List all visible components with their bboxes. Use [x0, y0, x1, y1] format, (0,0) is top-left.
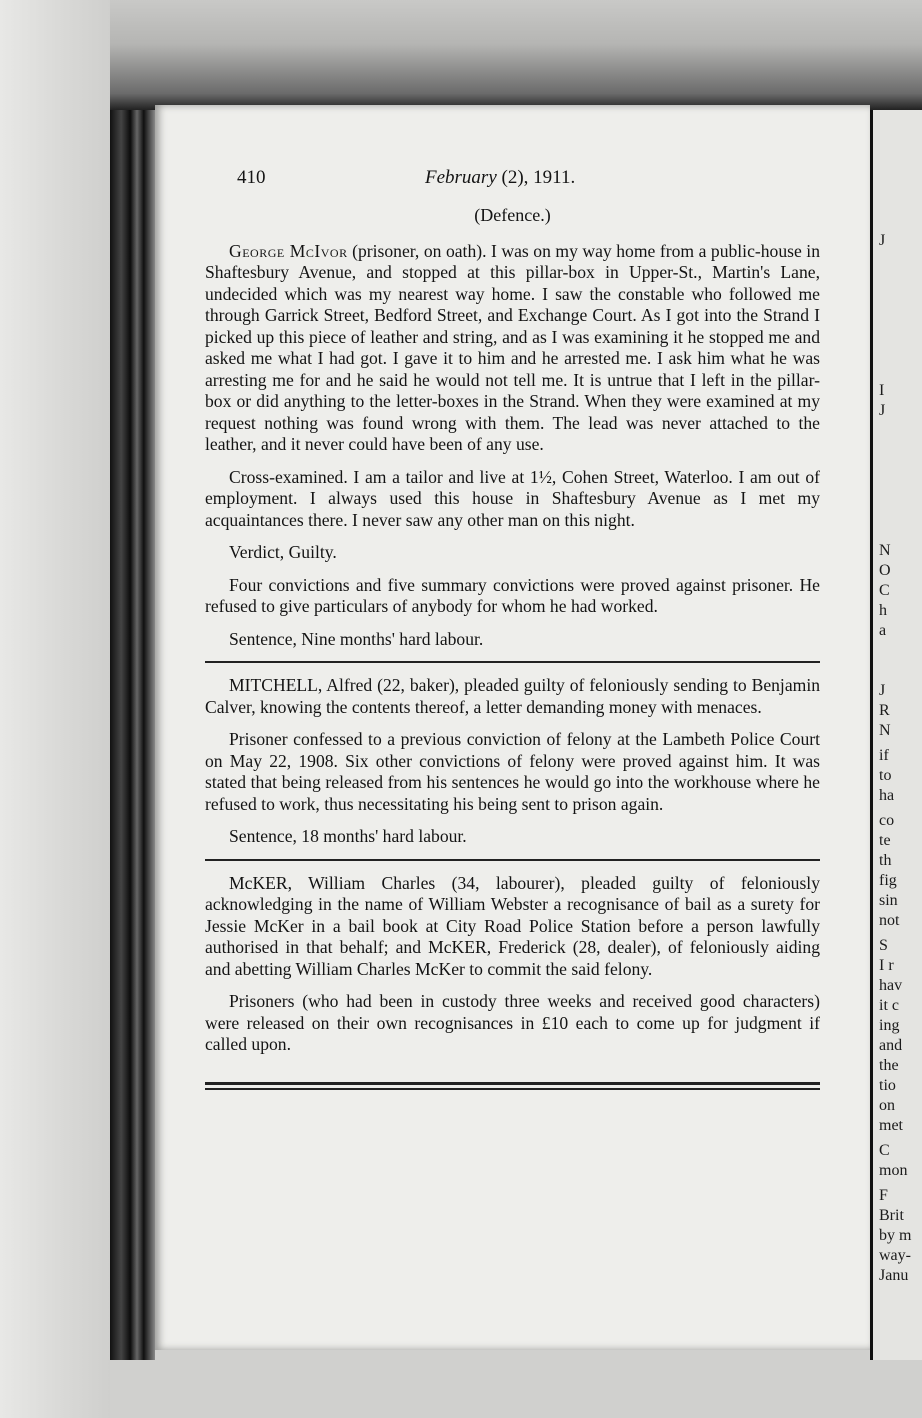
- running-date-month: February: [425, 167, 497, 188]
- defence-statement-text: (prisoner, on oath). I was on my way home from a public-house in Shaftesbury Avenue, and stopped at this pillar-box in Upper-St., Martin's Lane, undecided which was my nearest way home. I saw the constable who followed me through Garrick Street, Bedford Street, and Exchange Court. As I got into the Strand I picked up this piece of leather and string, and as I was examining it he stopped me and asked me what I had got. I gave it to him and he arrested me. I ask him what he was arresting me for and he said he would not tell me. It is untrue that I left in the pillar-box or did anything to the letter-boxes in the Strand. When they were examined at my request nothing was found wrong with them. The lead was never attached to the leather, and it never could have been of any use.: [205, 240, 820, 454]
- facing-page-fragment: O: [879, 562, 891, 579]
- facing-page-fragment: it c: [879, 997, 899, 1014]
- facing-page-fragment: if: [879, 747, 889, 764]
- defence-statement: [205, 241, 820, 456]
- facing-page-fragment: on: [879, 1097, 895, 1114]
- facing-page-fragment: J: [879, 402, 886, 419]
- facing-page-fragment: sin: [879, 892, 898, 909]
- facing-page-fragment: I: [879, 382, 885, 399]
- running-title: [425, 167, 575, 189]
- end-rule: [205, 1082, 820, 1085]
- facing-page-fragment: h: [879, 602, 887, 619]
- running-header: [205, 167, 820, 199]
- sentence-mitchell: Sentence, 18 months' hard labour.: [229, 826, 467, 846]
- facing-page-fragment: S: [879, 937, 888, 954]
- facing-page-fragment: th: [879, 852, 892, 869]
- scan-background-top: [0, 0, 922, 110]
- facing-page-fragment: R: [879, 702, 890, 719]
- facing-page-fragment: way-: [879, 1247, 911, 1264]
- page-number: 410: [237, 167, 266, 188]
- book-page: [155, 105, 870, 1350]
- facing-page-edge: [870, 110, 922, 1360]
- scan-background-left: [0, 0, 110, 1418]
- facing-page-fragment: to: [879, 767, 892, 784]
- facing-page-fragment: C: [879, 1142, 890, 1159]
- mitchell-charge: MITCHELL, Alfred (22, baker), pleaded guilty of feloniously sending to Benjamin Calver, knowing the contents thereof, a letter demanding money with menaces.: [205, 675, 820, 717]
- mcker-outcome: Prisoners (who had been in custody three weeks and received good characters) were released on their own recognisances in £10 each to come up for judgment if called upon.: [205, 991, 820, 1054]
- facing-page-fragment: and: [879, 1037, 903, 1054]
- facing-page-fragment: the: [879, 1057, 899, 1074]
- section-title: (Defence.): [474, 205, 551, 225]
- case-divider: [205, 661, 820, 663]
- facing-page-fragment: ing: [879, 1017, 900, 1034]
- case-divider: [205, 859, 820, 861]
- facing-page-fragment: Janu: [879, 1267, 909, 1284]
- facing-page-fragment: co: [879, 812, 895, 829]
- facing-page-fragment: not: [879, 912, 900, 929]
- verdict: Verdict, Guilty.: [229, 542, 337, 562]
- facing-page-fragment: J: [879, 232, 886, 249]
- facing-page-fragment: hav: [879, 977, 903, 994]
- mcker-charge: McKER, William Charles (34, labourer), pleaded guilty of feloniously acknowledging in the name of William Webster a recognisance of bail as a surety for Jessie McKer in a bail book at City Road Police Station before a person lawfully authorised in that behalf; and McKER, Frederick (28, dealer), of feloniously aiding and abetting William Charles McKer to commit the said felony.: [205, 872, 820, 979]
- defence-speaker: George McIvor: [229, 240, 348, 261]
- facing-page-fragment: a: [879, 622, 887, 639]
- facing-page-fragment: fig: [879, 872, 897, 889]
- running-date-rest: (2), 1911.: [501, 167, 576, 188]
- book-binding-gutter: [110, 110, 155, 1360]
- facing-page-fragment: ha: [879, 787, 895, 804]
- sentence-mcivor: Sentence, Nine months' hard labour.: [229, 628, 484, 649]
- cross-examination: Cross-examined. I am a tailor and live at 1½, Cohen Street, Waterloo. I am out of employment. I always used this house in Shaftesbury Avenue as I met my acquaintances there. I never saw any other man on this night.: [205, 466, 820, 530]
- convictions: Four convictions and five summary convictions were proved against prisoner. He refused to give particulars of anybody for whom he had worked.: [205, 574, 820, 616]
- page-content: [205, 167, 820, 1090]
- facing-page-fragment: met: [879, 1117, 903, 1134]
- facing-page-fragment: C: [879, 582, 890, 599]
- facing-page-fragment: N: [879, 542, 891, 559]
- facing-page-fragment: by m: [879, 1227, 912, 1244]
- facing-page-fragment: J: [879, 682, 886, 699]
- mitchell-record: Prisoner confessed to a previous conviction of felony at the Lambeth Police Court on May 22, 1908. Six other convictions of felony were proved against him. It was stated that being released from his sentences he would go into the workhouse where he refused to work, thus necessitating his being sent to prison again.: [205, 729, 820, 814]
- facing-page-fragment: tio: [879, 1077, 896, 1094]
- facing-page-fragment: F: [879, 1187, 888, 1204]
- facing-page-fragment: N: [879, 722, 891, 739]
- facing-page-fragment: I r: [879, 957, 894, 974]
- facing-page-fragment: mon: [879, 1162, 908, 1179]
- end-rule-lower: [205, 1088, 820, 1090]
- facing-page-fragment: te: [879, 832, 891, 849]
- facing-page-fragment: Brit: [879, 1207, 904, 1224]
